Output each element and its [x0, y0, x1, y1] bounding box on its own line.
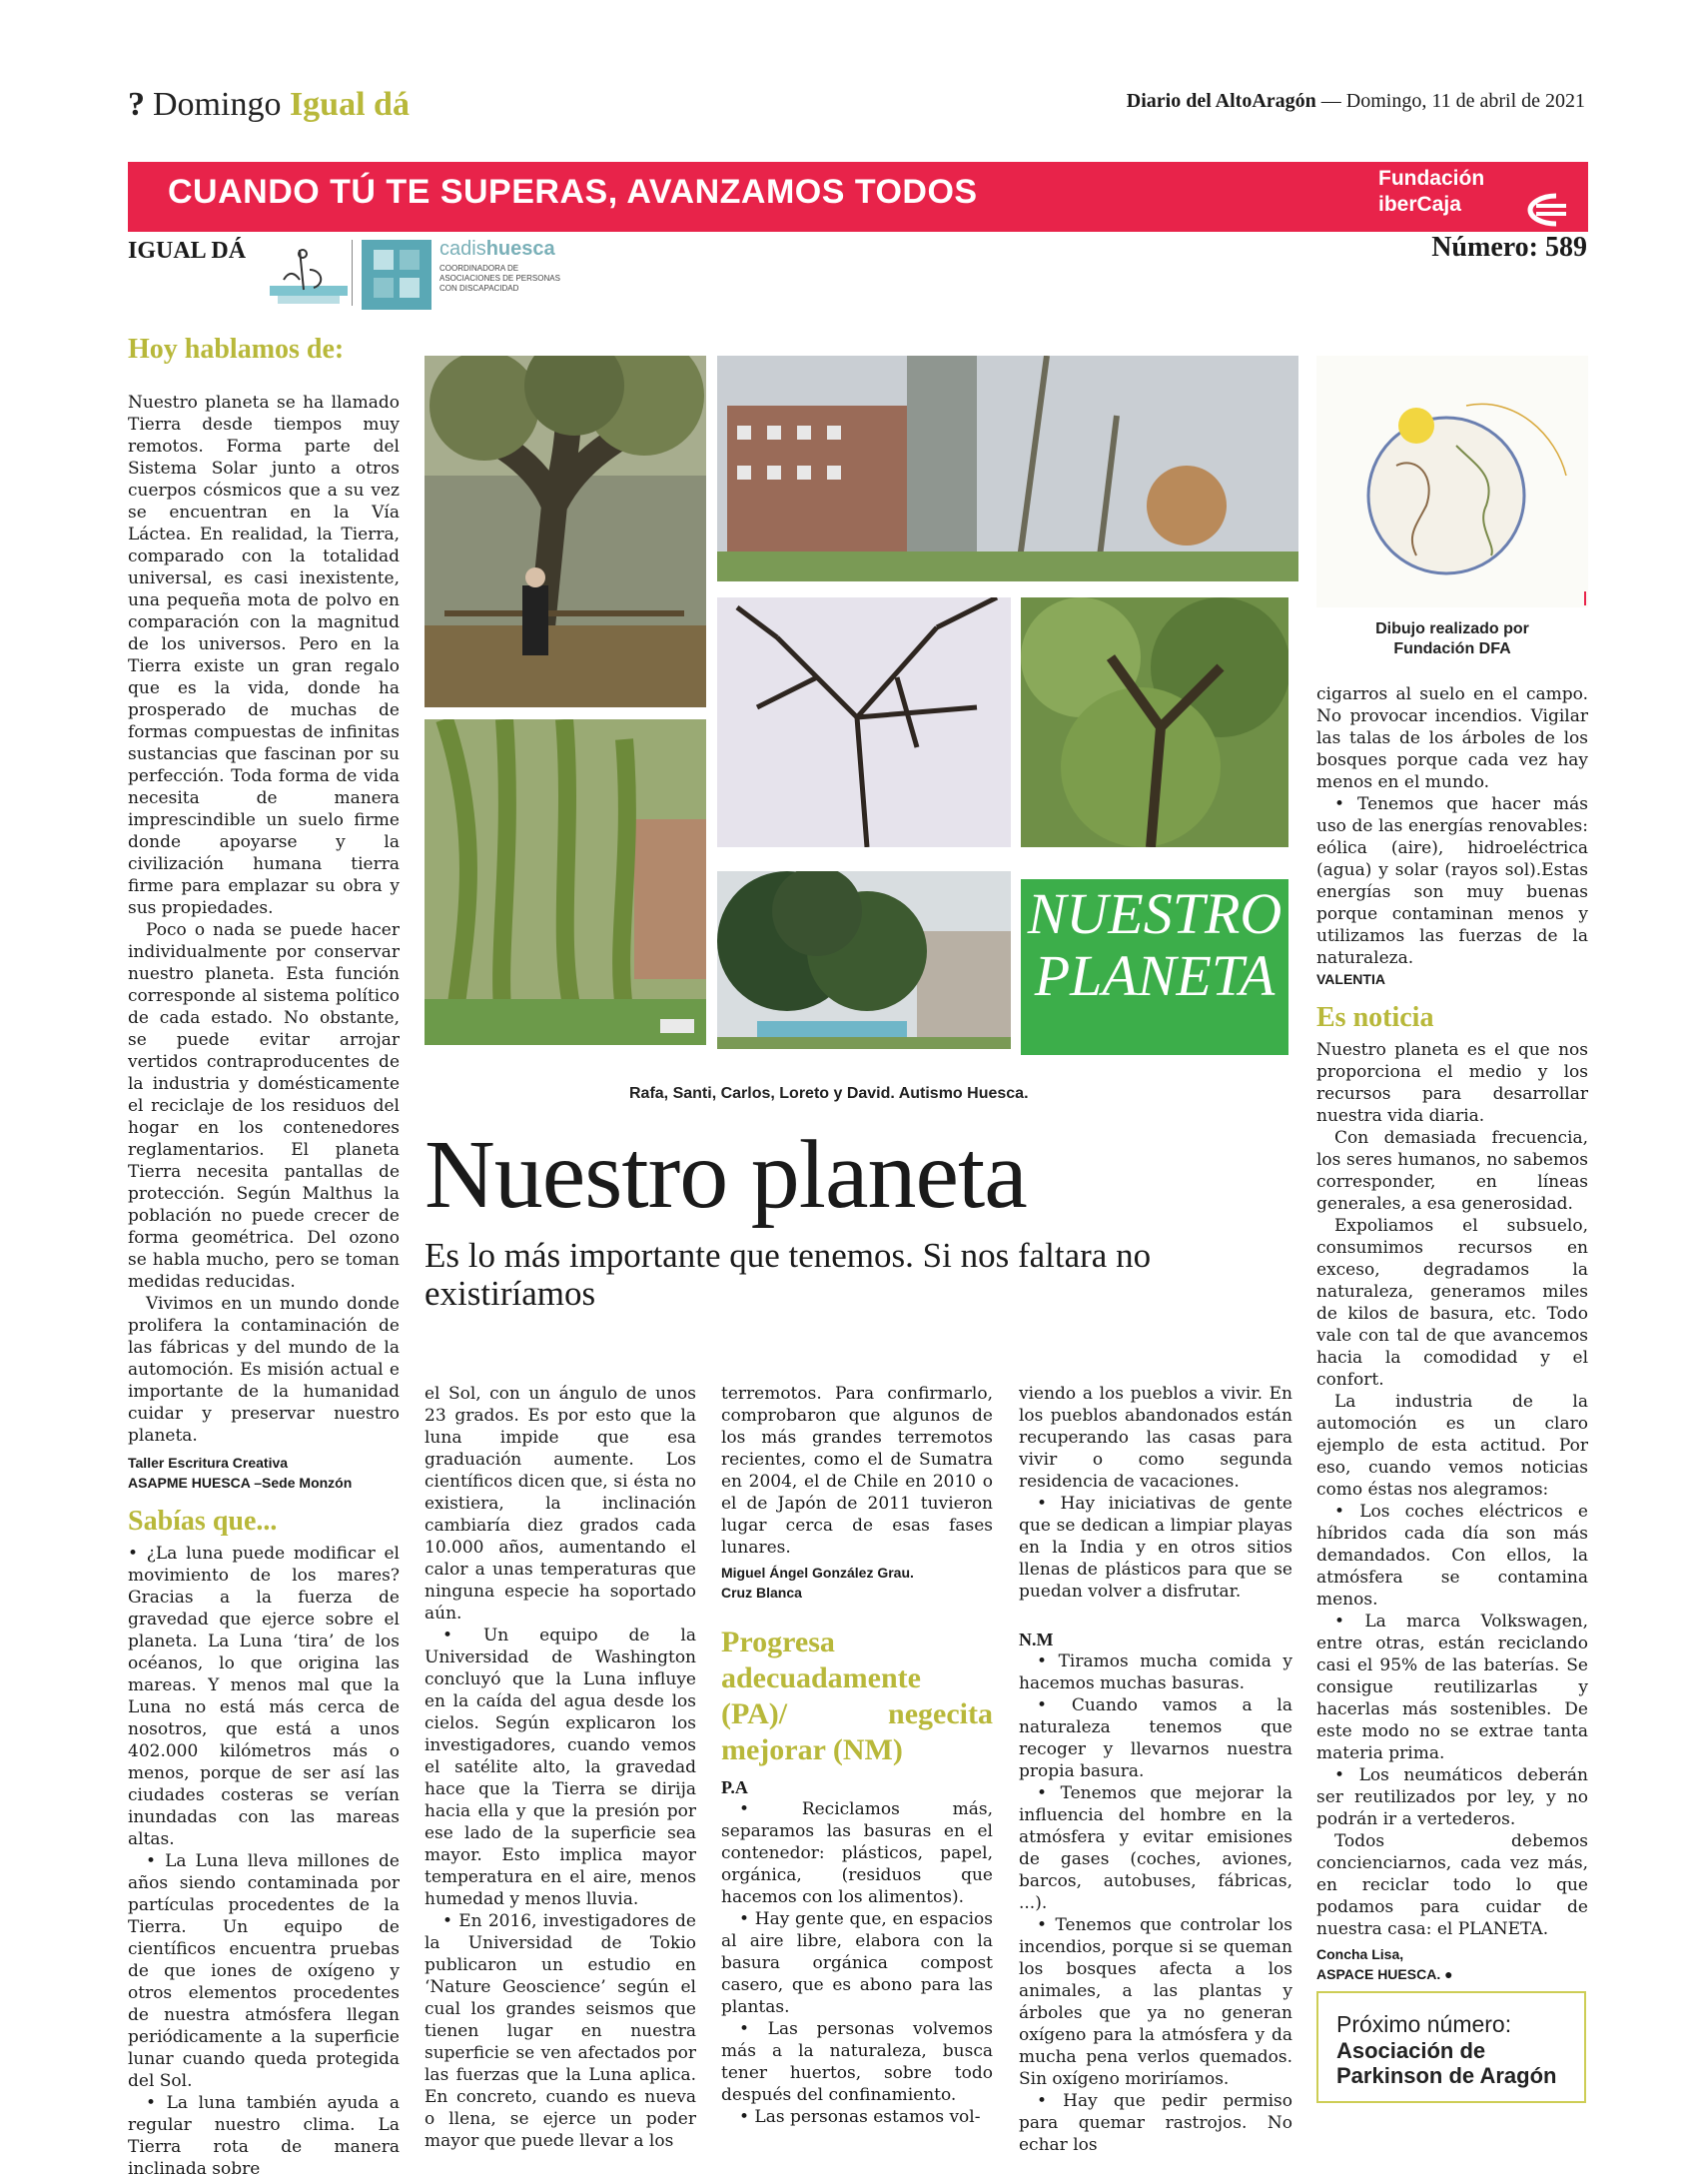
masthead-paper: Diario del AltoAragón: [1126, 90, 1316, 112]
igual-da-logo: [270, 240, 348, 310]
section-accent: Igual dá: [289, 86, 410, 123]
col2-paragraph-3: • En 2016, investigadores de la Universidad de Tokio publicaron un estudio en ‘Nature Geoscience’ según el cual los grandes seismos que tienen lugar en nuestra superficie se ven afectados por las fuerzas que la Luna aplica. En concreto, cuando es nueva o llena, se ejerce un poder mayor que puede llevar a los: [425, 1911, 696, 2151]
pa-bullet-4: • Las personas estamos vol-: [739, 2107, 981, 2127]
cadis-huesca-logo: [362, 240, 431, 310]
end-mark-icon: ●: [1444, 1966, 1453, 1982]
next-issue-name: [1336, 2038, 1556, 2088]
next-issue-label: Próximo número:: [1336, 2011, 1512, 2037]
article-title: Nuestro planeta: [425, 1121, 1027, 1229]
ibercaja-icon: [1526, 192, 1570, 228]
np-line-1: NUESTRO: [1027, 881, 1282, 946]
nm-bullet-5: • Hay que pedir permiso para quemar rastrojos. No echar los: [1019, 2091, 1292, 2155]
banner-text: CUANDO TÚ TE SUPERAS, AVANZAMOS TODOS: [168, 173, 978, 211]
left-paragraph-3: Vivimos en un mundo donde prolifera la contaminación de las fábricas y del mundo de la automoción. Es misión actual e importante de la humanidad cuidar y preservar nuestro planeta.: [128, 1294, 400, 1446]
article-subtitle: Es lo más importante que tenemos. Si nos faltara no existiríamos: [425, 1236, 1152, 1313]
noticia-8: Todos debemos concienciarnos, cada vez más, en reciclar todo lo que podamos para cuidar de nuestra casa: el PLANETA.: [1316, 1831, 1588, 1939]
photo-caption: Rafa, Santi, Carlos, Loreto y David. Autismo Huesca.: [629, 1085, 1029, 1102]
col2-paragraph-1: el Sol, con un ángulo de unos 23 grados. Es por esto que la luna impide que esa graduación aumente. Los científicos dicen que, si ésta no existiera, la inclinación cambiaría diez grados cada 10.000 años, aumentando el calor a unas temperaturas que ninguna especie ha soportado aún.: [425, 1384, 696, 1624]
logo-divider: [352, 240, 353, 306]
heading-progresa: Progresa adecuadamente (PA)/ negecita mejorar (NM): [721, 1626, 993, 1766]
section-question-mark: ?: [128, 86, 145, 123]
cadis-a: cadis: [439, 238, 486, 260]
noticia-5: • Los coches eléctricos e híbridos cada día son más demandados. Con ellos, la atmósfera se contamina menos.: [1316, 1502, 1588, 1610]
col2-paragraph-2: • Un equipo de la Universidad de Washington concluyó que la Luna influye en la caída del agua desde los cielos. Según explicaron los investigadores, cuando vemos el satélite alto, la gravedad hace que la Tierra se dirija hacia ella y que la presión por ese lado de la superficie sea mayor. Esto implica mayor temperatura en el aire, menos humedad y menos lluvia.: [425, 1626, 696, 1909]
heading-sabias-que: Sabías que...: [128, 1506, 278, 1537]
igual-da-label: IGUAL DÁ: [128, 238, 247, 264]
nm-bullet-4: • Tenemos que controlar los incendios, porque si se queman los bosques afecta a los animales, a las plantas y árboles que ya no generan oxígeno para la atmósfera y da mucha pena verlos quemados. Sin oxígeno moriríamos.: [1019, 1915, 1292, 2089]
nm-bullet-1: • Tiramos mucha comida y hacemos muchas basuras.: [1019, 1651, 1292, 1693]
col4-paragraph-1: viendo a los pueblos a vivir. En los pueblos abandonados están recuperando las casas para vivir o como segunda residencia de vacaciones.: [1019, 1384, 1292, 1492]
pa-bullet-1: • Reciclamos más, separamos las basuras en el contenedor: plásticos, papel, orgánica, (residuos que hacemos con los alimentos).: [721, 1799, 993, 1907]
right-column-text: [1316, 683, 1588, 1984]
left-signature-1: Taller Escritura Creativa: [128, 1455, 289, 1471]
sabias-2: • La Luna lleva millones de años siendo contaminada por partículas procedentes de la Tierra. Un equipo de científicos encuentra pruebas de que iones de oxígeno y otros elementos procedentes de nuestra atmósfera llegan periódicamente a la superficie lunar cuando queda protegida del Sol.: [128, 1851, 400, 2091]
drawing-earth: [1316, 356, 1588, 607]
next-issue-name-1: Asociación de: [1336, 2038, 1486, 2063]
right-signature: VALENTIA: [1316, 971, 1385, 987]
section-title: [128, 86, 410, 124]
masthead-date: — Domingo, 11 de abril de 2021: [1315, 90, 1585, 112]
column-2-text: [425, 1383, 696, 2152]
drawing-caption: [1316, 619, 1588, 659]
photo-park-trees: [717, 871, 1011, 1049]
left-paragraph-2: Poco o nada se puede hacer individualmente por conservar nuestro planeta. Esta función corresponde al sistema político de cada estado. No obstante, se puede evitar arrojar vertidos contraproducentes de la industria y domésticamente el reciclaje de los residuos del hogar en los contenedores reglamentarios. El planeta Tierra necesita pantallas de protección. Según Malthus la población no puede crecer de forma geométrica. Del ozono se habla mucho, pero se toman medidas reducidas.: [128, 920, 400, 1292]
pa-bullet-3: • Las personas volvemos más a la naturaleza, busca tener huertos, sobre todo después del confinamiento.: [721, 2019, 993, 2105]
section-word: Domingo: [153, 86, 282, 123]
left-signature-2: ASAPME HUESCA –Sede Monzón: [128, 1475, 353, 1491]
col3-paragraph-1: terremotos. Para confirmarlo, comprobaron que algunos de los más grandes terremotos recientes, como el de Sumatra en 2004, el de Chile en 2010 o el de Japón de 2011 tuvieron lugar cerca de esas fases lunares.: [721, 1384, 993, 1558]
noticia-2: Con demasiada frecuencia, los seres humanos, no sabemos corresponder, en líneas generales, a esa generosidad.: [1316, 1128, 1588, 1214]
next-issue-name-2: Parkinson de Aragón: [1336, 2063, 1557, 2088]
column-4-text: [1019, 1383, 1292, 2156]
right-signature-2: ASPACE HUESCA.: [1316, 1966, 1441, 1982]
photo-oak-tree: [425, 356, 706, 707]
col3-signature-1: Miguel Ángel González Grau.: [721, 1565, 914, 1581]
fund-line2: iberCaja: [1378, 193, 1461, 216]
heading-hoy-hablamos: Hoy hablamos de:: [128, 334, 345, 365]
nuestro-planeta-box-text: [1021, 883, 1288, 1007]
noticia-1: Nuestro planeta es el que nos proporciona el medio y los recursos para desarrollar nuestra vida diaria.: [1316, 1040, 1588, 1126]
issue-number: Número: 589: [1431, 232, 1587, 263]
cadis-b: huesca: [485, 238, 555, 260]
noticia-4: La industria de la automoción es un claro ejemplo de esta actitud. Por eso, cuando vemos noticias como éstas nos alegramos:: [1316, 1392, 1588, 1500]
masthead: [1127, 90, 1585, 113]
photo-willow-tree: [425, 719, 706, 1045]
heading-es-noticia: Es noticia: [1316, 1002, 1434, 1033]
column-3-text: [721, 1383, 993, 2128]
right-signature-2-wrap: [1316, 1964, 1588, 1984]
noticia-7: • Los neumáticos deberán ser reutilizados por ley, y no podrán ir a vertederos.: [1316, 1765, 1588, 1829]
right-signature-1: Concha Lisa,: [1316, 1946, 1404, 1962]
fund-line1: Fundación: [1378, 167, 1485, 190]
noticia-3: Expoliamos el subsuelo, consumimos recursos en exceso, degradamos la naturaleza, generamos miles de kilos de basura, etc. Todo vale con tal de que avancemos hacia la comodidad y el confort.: [1316, 1216, 1588, 1390]
sabias-3: • La luna también ayuda a regular nuestro clima. La Tierra rota de manera inclinada sobre: [128, 2093, 400, 2179]
col3-signature-2: Cruz Blanca: [721, 1585, 802, 1601]
right-paragraph-2: • Tenemos que hacer más uso de las energías renovables: eólica (aire), hidroeléctrica (agua) y solar (rayos sol).Estas energías son muy buenas porque contaminan menos y utilizamos las fuerzas de la naturaleza.: [1316, 794, 1588, 968]
left-column-text: [128, 392, 400, 2180]
photo-bare-branches: [717, 597, 1011, 847]
np-line-2: PLANETA: [1034, 943, 1276, 1008]
cadis-subtitle: COORDINADORA DE ASOCIACIONES DE PERSONAS CON DISCAPACIDAD: [439, 264, 560, 293]
drawing-caption-2: Fundación DFA: [1393, 640, 1511, 657]
photo-city-tree-trunk: [717, 356, 1298, 581]
drawing-caption-1: Dibujo realizado por: [1375, 620, 1529, 637]
nm-bullet-3: • Tenemos que mejorar la influencia del hombre en la atmósfera y evitar emisiones de gases (coches, aviones, barcos, autobuses, fábricas, ...).: [1019, 1783, 1292, 1913]
photo-green-tree: [1021, 597, 1288, 847]
pa-bullet-2: • Hay gente que, en espacios al aire libre, elabora con la basura orgánica compost casero, que es abono para las plantas.: [721, 1909, 993, 2017]
col4-paragraph-2: • Hay iniciativas de gente que se dedican a limpiar playas en la India y en otros sitios llenas de plásticos para que se puedan volver a disfrutar.: [1019, 1494, 1292, 1602]
cadis-name: [439, 238, 555, 261]
sabias-1: • ¿La luna puede modificar el movimiento de los mares? Gracias a la fuerza de gravedad que ejerce sobre el planeta. La Luna ‘tira’ de los océanos, lo que origina las mareas. Y menos mal que la Luna no está más cerca de nosotros, que está a unos 402.000 kilómetros más o menos, porque de ser así las ciudades costeras se verían inundadas con las mareas altas.: [128, 1544, 400, 1849]
nm-bullet-2: • Cuando vamos a la naturaleza tenemos que recoger y llevarnos nuestra propia basura.: [1019, 1695, 1292, 1781]
pa-label: P.A: [721, 1777, 748, 1797]
nm-label: N.M: [1019, 1630, 1054, 1649]
left-paragraph-1: Nuestro planeta se ha llamado Tierra desde tiempos muy remotos. Forma parte del Sistema Solar junto a otros cuerpos cósmicos que a su vez se encuentran en la Vía Láctea. En realidad, la Tierra, comparado con la totalidad universal, es casi inexistente, una pequeña mota de polvo en comparación con la magnitud de los universos. Pero en la Tierra existe un gran regalo que es la vida, donde ha prosperado de muchas de formas compuestas de infinitas sustancias que fascinan por su perfección. Toda forma de vida necesita de manera imprescindible un suelo firme donde apoyarse y la civilización humana tierra firme para emplazar su obra y sus propiedades.: [128, 393, 400, 918]
noticia-6: • La marca Volkswagen, entre otras, están reciclando casi el 95% de las baterías. Se consigue reutilizarlas y hacerlas más sostenibles. De este modo no se extrae tanta materia prima.: [1316, 1612, 1588, 1763]
right-paragraph-1: cigarros al suelo en el campo. No provocar incendios. Vigilar las talas de los árboles de los bosques porque cada vez hay menos en el mundo.: [1316, 684, 1588, 792]
